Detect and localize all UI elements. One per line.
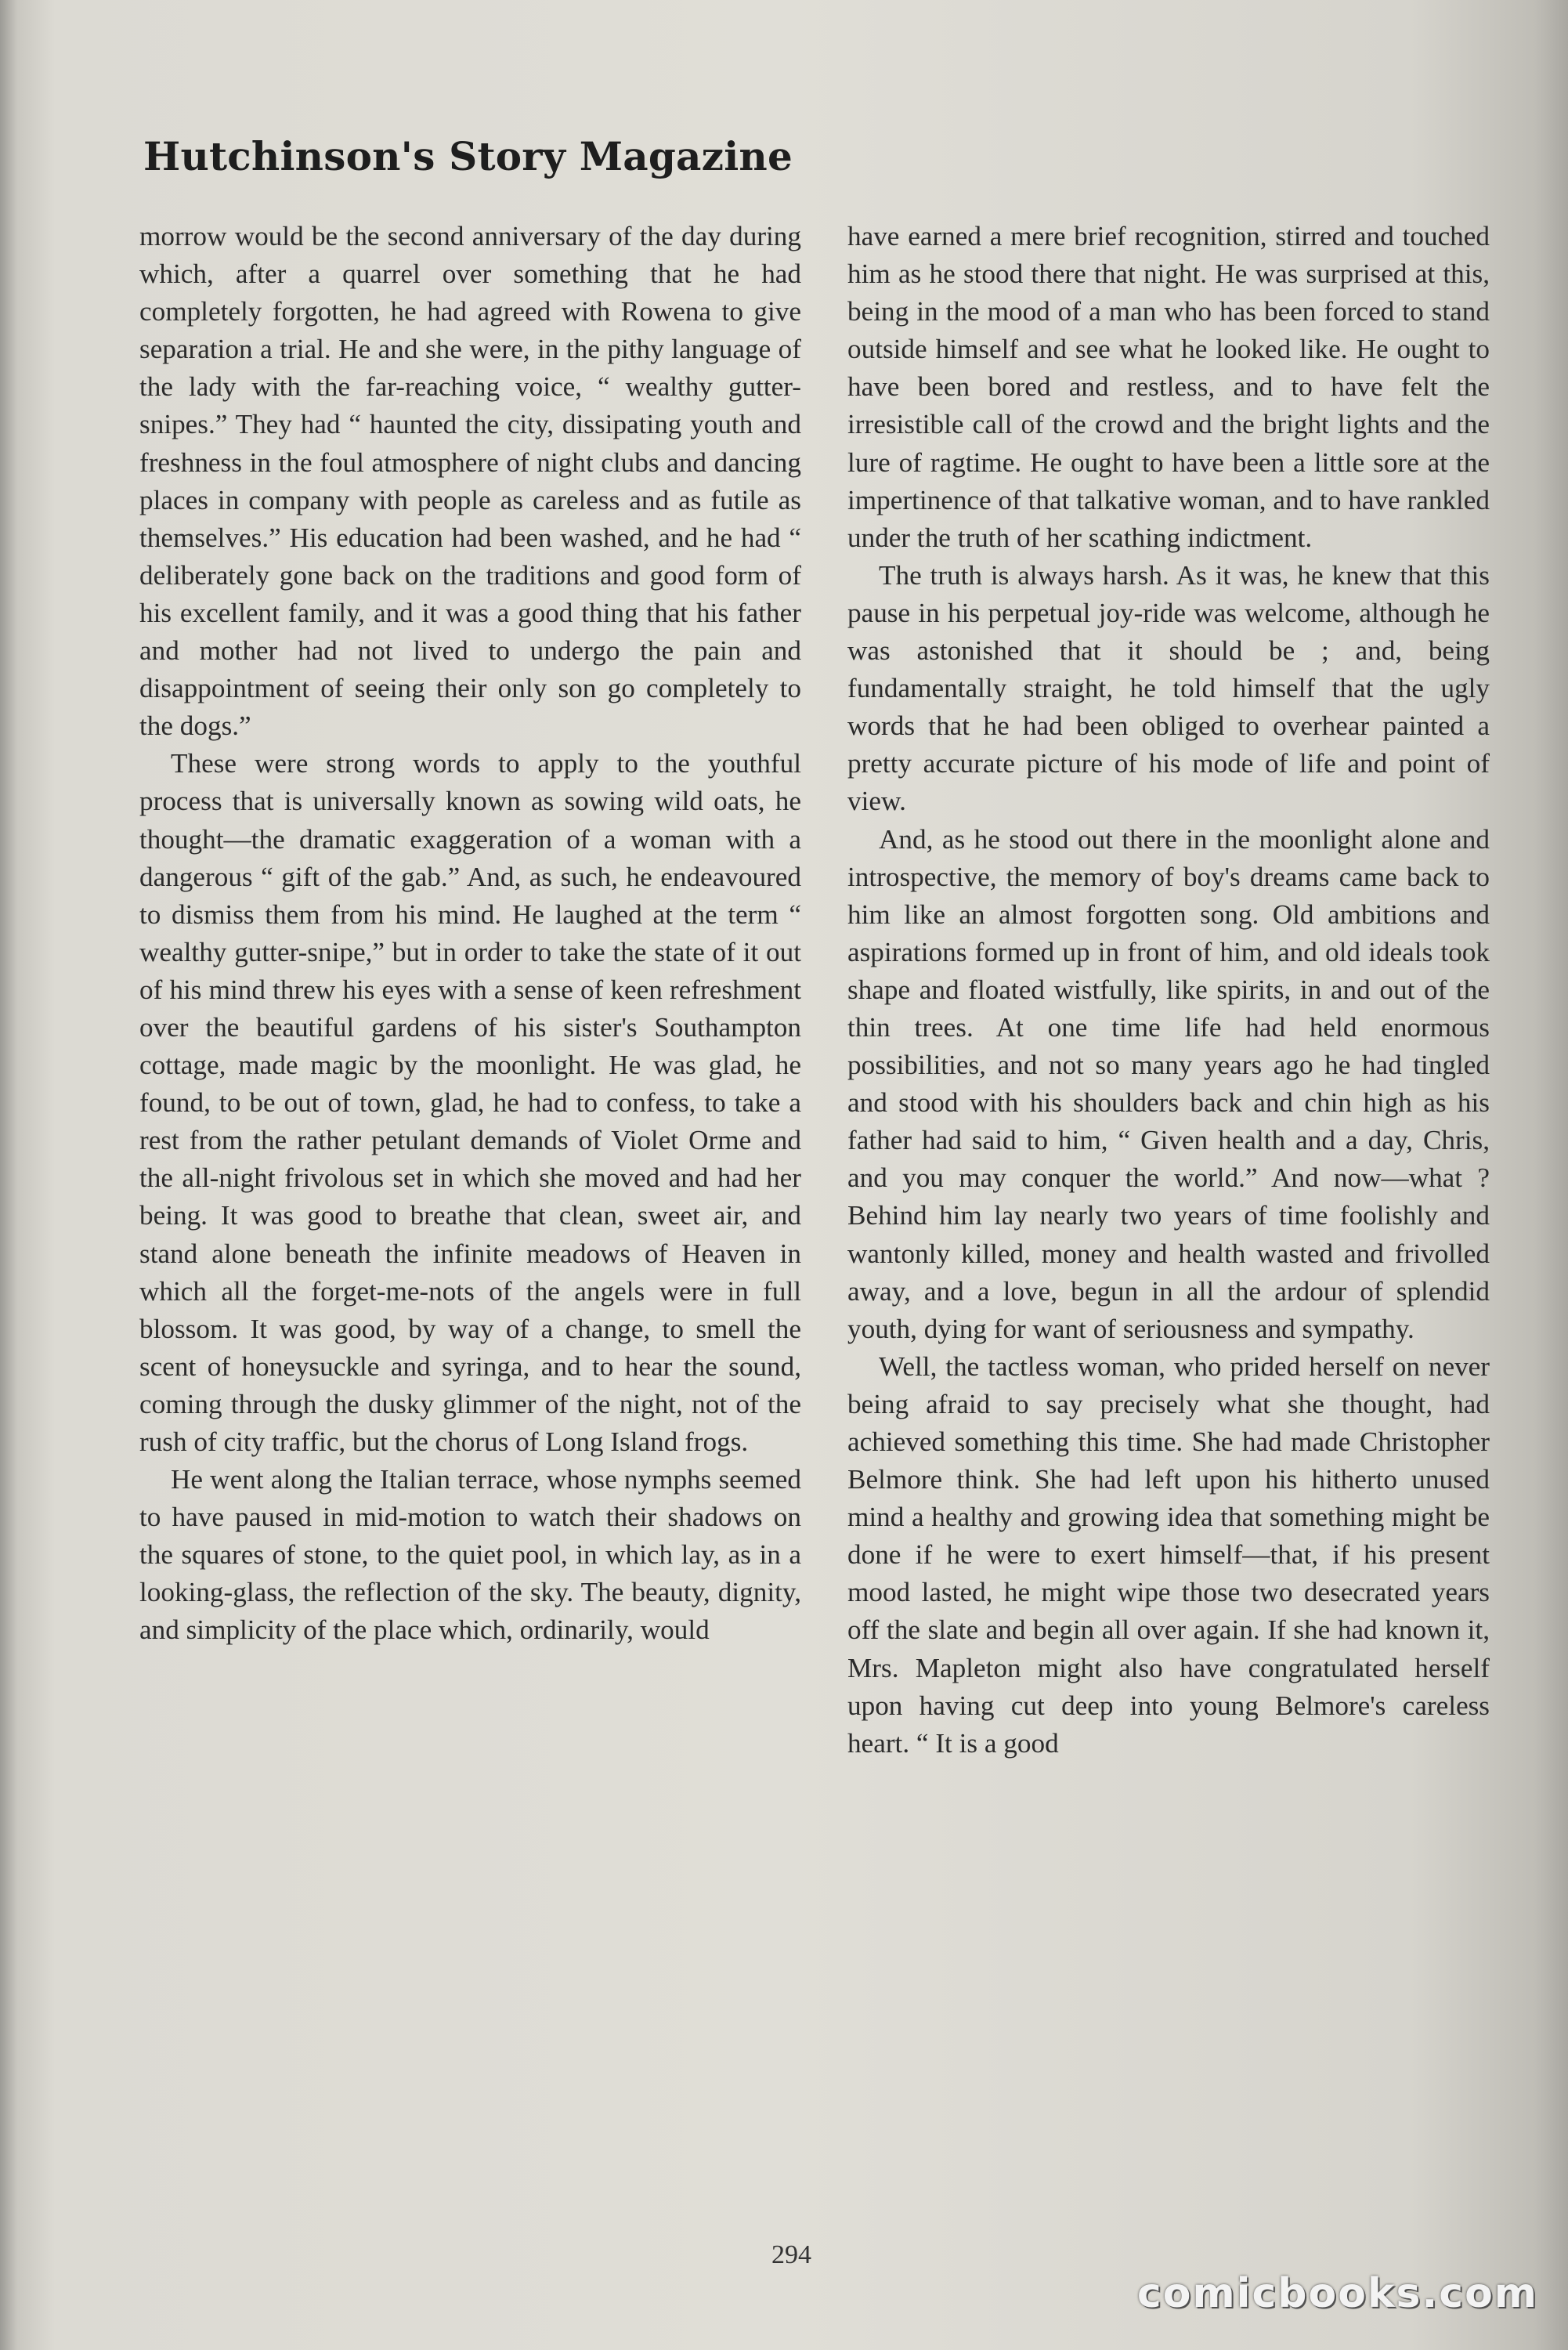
watermark-logo: comicbooks.com xyxy=(1136,2270,1538,2317)
left-column xyxy=(139,218,801,1650)
paragraph: He went along the Italian terrace, whose nymphs seemed to have paused in mid-motion to watch their shadows on the squares of stone, to the quiet pool, in which lay, as in a looking-glass, the reflection of the sky. The beauty, dignity, and simplicity of the place which, ordinarily, would xyxy=(139,1464,801,1646)
paragraph: have earned a mere brief recognition, stirred and touched him as he stood there that night. He was surprised at this, being in the mood of a man who has been forced to stand outside himself and see what he looked like. He ought to have been bored and restless, and to have felt the irresistible call of the crowd and the bright lights and the lure of ragtime. He ought to have been a little sore at the impertinence of that talkative woman, and to have rankled under the truth of her scathing indictment. xyxy=(847,221,1490,553)
paragraph: These were strong words to apply to the youthful process that is universally known as sowing wild oats, he thought—the dramatic exaggeration of a woman with a dangerous “ gift of the gab.” And, as such, he endeavoured to dismiss them from his mind. He laughed at the term “ wealthy gutter-snipe,” but in order to take the state of it out of his mind threw his eyes with a sense of keen refreshment over the beautiful gardens of his sister's Southampton cottage, made magic by the moonlight. He was glad, he found, to be out of town, glad, he had to confess, to take a rest from the rather petulant demands of Violet Orme and the all-night frivolous set in which she moved and had her being. It was good to breathe that clean, sweet air, and stand alone beneath the infinite meadows of Heaven in which all the forget-me-nots of the angels were in full blossom. It was good, by way of a change, to smell the scent of honeysuckle and syringa, and to hear the sound, coming through the dusky glimmer of the night, not of the rush of city traffic, but the chorus of Long Island frogs. xyxy=(139,748,801,1457)
page-title: Hutchinson's Story Magazine xyxy=(143,133,793,179)
paragraph: morrow would be the second anniversary of the day during which, after a quarrel over something that he had completely forgotten, he had agreed with Rowena to give separation a trial. He and she were, in the pithy language of the lady with the far-reaching voice, “ wealthy gutter-snipes.” They had “ haunted the city, dissipating youth and freshness in the foul atmosphere of night clubs and dancing places in company with people as careless and as futile as themselves.” His education had been washed, and he had “ deliberately gone back on the traditions and good form of his excellent family, and it was a good thing that his father and mother had not lived to undergo the pain and disappointment of seeing their only son go completely to the dogs.” xyxy=(139,221,801,742)
paragraph: The truth is always harsh. As it was, he knew that this pause in his perpetual joy-ride was welcome, although he was astonished that it should be ; and, being fundamentally straight, he told himself that the ugly words that he had been obliged to overhear painted a pretty accurate picture of his mode of life and point of view. xyxy=(847,559,1490,817)
right-column xyxy=(847,218,1490,1762)
paragraph: And, as he stood out there in the moonlight alone and introspective, the memory of boy's dreams came back to him like an almost forgotten song. Old ambitions and aspirations formed up in front of him, and old ideals took shape and floated wistfully, like spirits, in and out of the thin trees. At one time life had held enormous possibilities, and not so many years ago he had tingled and stood with his shoulders back and chin high as his father had said to him, “ Given health and a day, Chris, and you may conquer the world.” And now—what ? Behind him lay nearly two years of time foolishly and wantonly killed, money and health wasted and frivolled away, and a love, begun in all the ardour of splendid youth, dying for want of seriousness and sympathy. xyxy=(847,823,1490,1344)
paragraph: Well, the tactless woman, who prided herself on never being afraid to say precisely what she thought, had achieved something this time. She had made Christopher Belmore think. She had left upon his hitherto unused mind a healthy and growing idea that something might be done if he were to exert himself—that, if his present mood lasted, he might wipe those two desecrated years off the slate and begin all over again. If she had known it, Mrs. Mapleton might also have congratulated herself upon having cut deep into young Belmore's careless heart. “ It is a good xyxy=(847,1350,1490,1759)
page-number: 294 xyxy=(771,2240,811,2269)
